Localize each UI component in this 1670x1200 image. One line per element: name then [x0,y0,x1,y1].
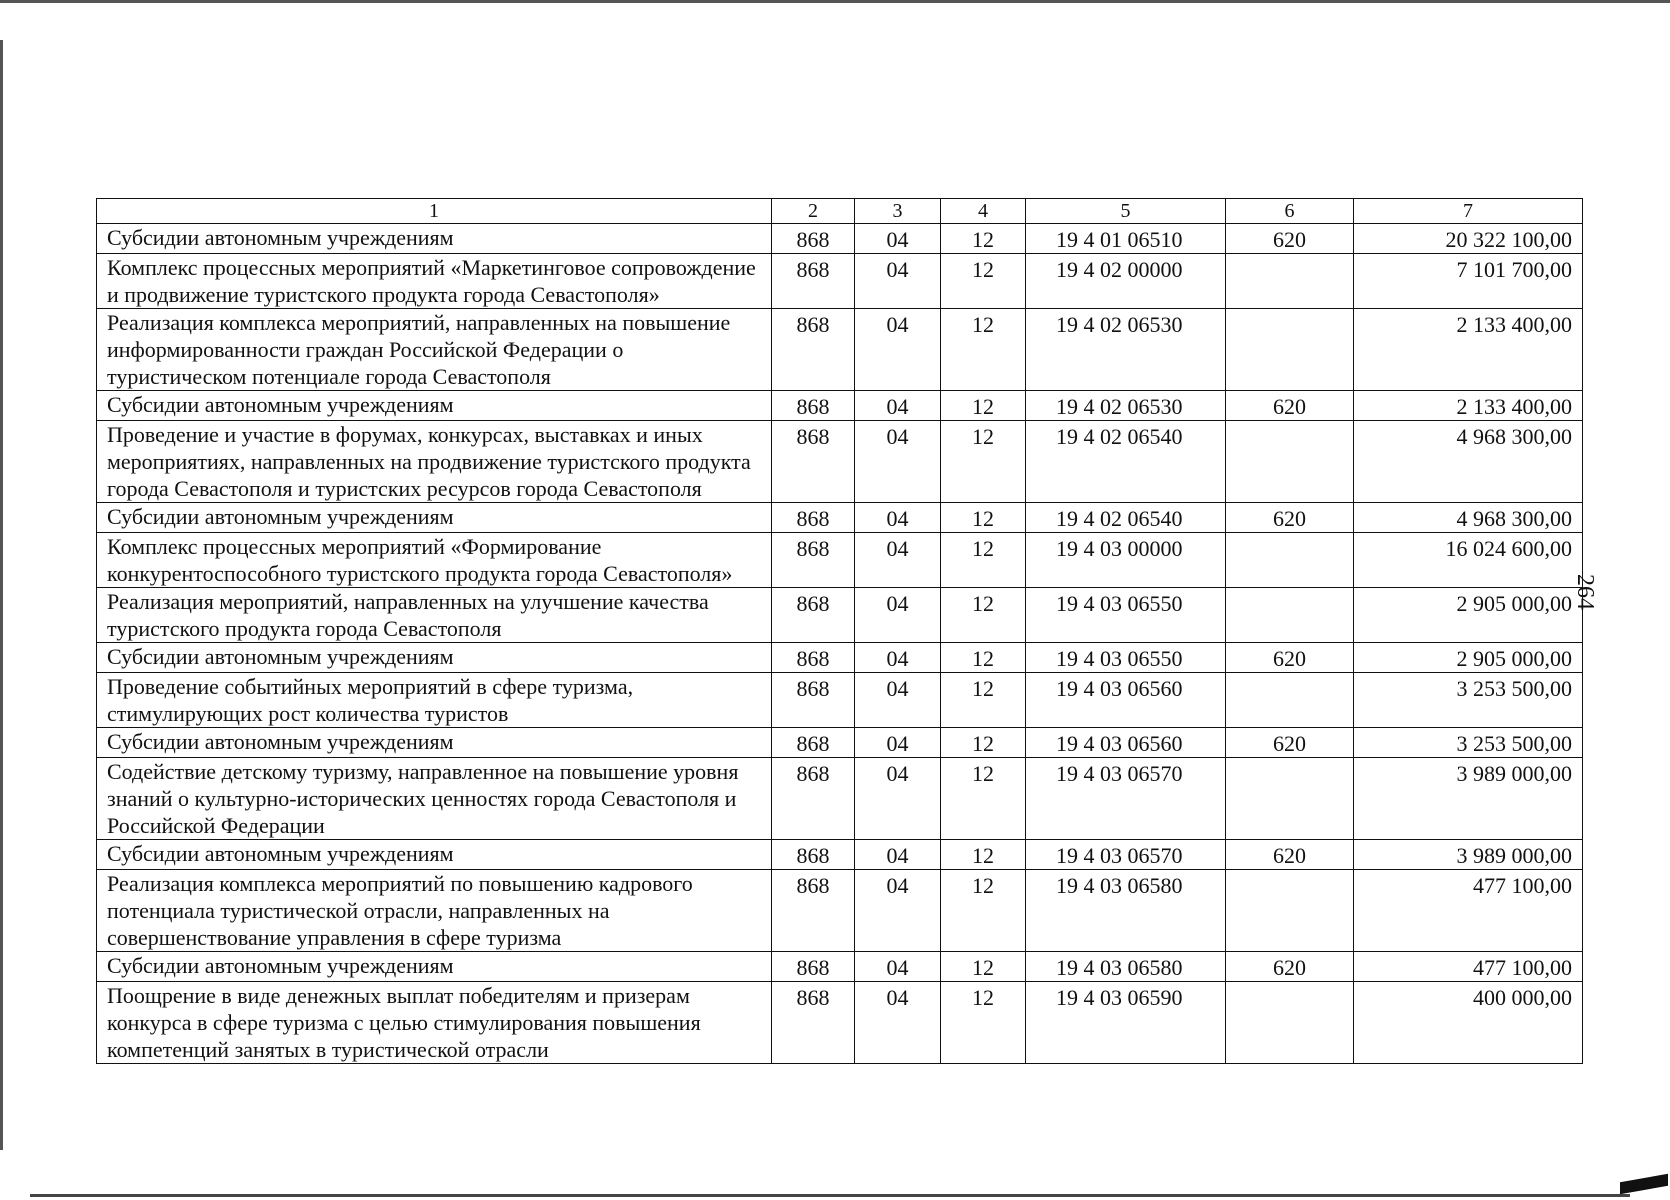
row-target-article: 19 4 02 06530 [1026,309,1226,391]
table-row [97,673,1583,728]
row-code-2: 04 [855,643,941,673]
header-cell: 2 [772,199,855,224]
row-code-2: 04 [855,758,941,840]
row-code-1: 868 [772,870,855,952]
row-code-2: 04 [855,503,941,533]
row-target-article: 19 4 03 06560 [1026,728,1226,758]
header-cell: 3 [855,199,941,224]
row-name: Субсидии автономным учреждениям [97,728,772,758]
row-amount: 2 905 000,00 [1354,643,1583,673]
table-row [97,254,1583,309]
row-expense-type: 620 [1226,840,1354,870]
row-code-3: 12 [941,533,1026,588]
row-code-3: 12 [941,643,1026,673]
row-amount: 477 100,00 [1354,952,1583,982]
row-expense-type [1226,982,1354,1064]
row-name: Субсидии автономным учреждениям [97,503,772,533]
row-code-1: 868 [772,421,855,503]
row-amount: 7 101 700,00 [1354,254,1583,309]
row-code-3: 12 [941,952,1026,982]
table-row [97,421,1583,503]
row-code-1: 868 [772,758,855,840]
header-cell: 4 [941,199,1026,224]
row-code-3: 12 [941,224,1026,254]
table-body [97,224,1583,1064]
row-name: Реализация комплекса мероприятий по повышению кадрового потенциала туристической отрасли, направленных на совершенствование управления в сфере туризма [97,870,772,952]
row-code-1: 868 [772,952,855,982]
budget-table [96,198,1583,1064]
row-code-3: 12 [941,758,1026,840]
row-expense-type: 620 [1226,391,1354,421]
row-code-3: 12 [941,982,1026,1064]
table-row [97,840,1583,870]
row-code-2: 04 [855,728,941,758]
scan-edge-left [0,40,3,1150]
row-expense-type: 620 [1226,728,1354,758]
row-amount: 2 133 400,00 [1354,391,1583,421]
row-name: Реализация комплекса мероприятий, направленных на повышение информированности граждан Российской Федерации о туристическом потенциале города Севастополя [97,309,772,391]
row-name: Комплекс процессных мероприятий «Формирование конкурентоспособного туристского продукта города Севастополя» [97,533,772,588]
row-code-2: 04 [855,840,941,870]
table-header-row [97,199,1583,224]
row-code-1: 868 [772,643,855,673]
row-code-3: 12 [941,254,1026,309]
row-expense-type: 620 [1226,952,1354,982]
row-code-3: 12 [941,870,1026,952]
row-amount: 3 989 000,00 [1354,758,1583,840]
row-code-2: 04 [855,309,941,391]
row-code-2: 04 [855,254,941,309]
row-amount: 2 133 400,00 [1354,309,1583,391]
row-code-2: 04 [855,588,941,643]
row-target-article: 19 4 03 06590 [1026,982,1226,1064]
row-target-article: 19 4 03 06560 [1026,673,1226,728]
row-target-article: 19 4 03 06580 [1026,952,1226,982]
row-expense-type [1226,673,1354,728]
row-amount: 4 968 300,00 [1354,503,1583,533]
row-amount: 3 989 000,00 [1354,840,1583,870]
table-row [97,309,1583,391]
scan-edge-bottom [30,1194,1630,1197]
row-code-1: 868 [772,224,855,254]
row-expense-type [1226,309,1354,391]
row-code-1: 868 [772,533,855,588]
row-expense-type [1226,758,1354,840]
row-amount: 3 253 500,00 [1354,673,1583,728]
row-name: Субсидии автономным учреждениям [97,643,772,673]
row-expense-type [1226,421,1354,503]
row-code-3: 12 [941,391,1026,421]
header-cell: 1 [97,199,772,224]
table-row [97,391,1583,421]
row-target-article: 19 4 03 06550 [1026,588,1226,643]
header-cell: 6 [1226,199,1354,224]
row-target-article: 19 4 02 06540 [1026,421,1226,503]
row-code-2: 04 [855,391,941,421]
row-amount: 400 000,00 [1354,982,1583,1064]
row-expense-type [1226,870,1354,952]
row-name: Содействие детскому туризму, направленное на повышение уровня знаний о культурно-исторических ценностях города Севастополя и Российской Федерации [97,758,772,840]
row-code-1: 868 [772,728,855,758]
row-amount: 3 253 500,00 [1354,728,1583,758]
row-target-article: 19 4 03 00000 [1026,533,1226,588]
table-row [97,224,1583,254]
row-name: Проведение событийных мероприятий в сфере туризма, стимулирующих рост количества туристов [97,673,772,728]
row-code-1: 868 [772,840,855,870]
table-row [97,758,1583,840]
row-target-article: 19 4 02 06530 [1026,391,1226,421]
row-expense-type [1226,588,1354,643]
scan-edge-corner [1620,1174,1668,1194]
row-expense-type: 620 [1226,503,1354,533]
row-expense-type [1226,254,1354,309]
row-name: Субсидии автономным учреждениям [97,224,772,254]
row-name: Поощрение в виде денежных выплат победителям и призерам конкурса в сфере туризма с целью стимулирования повышения компетенций занятых в туристической отрасли [97,982,772,1064]
page-number: 264 [1572,574,1598,610]
row-code-2: 04 [855,533,941,588]
row-target-article: 19 4 03 06580 [1026,870,1226,952]
table-row [97,870,1583,952]
row-code-1: 868 [772,391,855,421]
row-code-2: 04 [855,421,941,503]
row-name: Реализация мероприятий, направленных на улучшение качества туристского продукта города Севастополя [97,588,772,643]
table-row [97,982,1583,1064]
row-code-2: 04 [855,673,941,728]
row-code-1: 868 [772,673,855,728]
header-cell: 7 [1354,199,1583,224]
row-code-3: 12 [941,728,1026,758]
table-row [97,533,1583,588]
row-name: Комплекс процессных мероприятий «Маркетинговое сопровождение и продвижение туристского продукта города Севастополя» [97,254,772,309]
row-target-article: 19 4 02 00000 [1026,254,1226,309]
row-code-2: 04 [855,952,941,982]
row-name: Субсидии автономным учреждениям [97,952,772,982]
row-code-1: 868 [772,309,855,391]
row-amount: 20 322 100,00 [1354,224,1583,254]
row-code-3: 12 [941,673,1026,728]
row-target-article: 19 4 03 06570 [1026,840,1226,870]
row-code-2: 04 [855,224,941,254]
row-code-1: 868 [772,982,855,1064]
scan-edge-top [0,0,1670,3]
row-amount: 16 024 600,00 [1354,533,1583,588]
row-target-article: 19 4 02 06540 [1026,503,1226,533]
row-code-1: 868 [772,254,855,309]
row-amount: 477 100,00 [1354,870,1583,952]
table-row [97,952,1583,982]
header-cell: 5 [1026,199,1226,224]
row-code-2: 04 [855,982,941,1064]
table-row [97,643,1583,673]
table-row [97,728,1583,758]
table-row [97,503,1583,533]
table-row [97,588,1583,643]
row-name: Субсидии автономным учреждениям [97,840,772,870]
row-amount: 4 968 300,00 [1354,421,1583,503]
row-code-2: 04 [855,870,941,952]
row-target-article: 19 4 01 06510 [1026,224,1226,254]
row-amount: 2 905 000,00 [1354,588,1583,643]
row-name: Проведение и участие в форумах, конкурсах, выставках и иных мероприятиях, направленных на продвижение туристского продукта города Севастополя и туристских ресурсов города Севастополя [97,421,772,503]
row-expense-type: 620 [1226,224,1354,254]
row-code-1: 868 [772,588,855,643]
row-code-3: 12 [941,840,1026,870]
row-expense-type [1226,533,1354,588]
row-code-3: 12 [941,503,1026,533]
row-code-3: 12 [941,309,1026,391]
row-expense-type: 620 [1226,643,1354,673]
row-code-3: 12 [941,421,1026,503]
row-name: Субсидии автономным учреждениям [97,391,772,421]
row-target-article: 19 4 03 06550 [1026,643,1226,673]
row-target-article: 19 4 03 06570 [1026,758,1226,840]
row-code-3: 12 [941,588,1026,643]
row-code-1: 868 [772,503,855,533]
